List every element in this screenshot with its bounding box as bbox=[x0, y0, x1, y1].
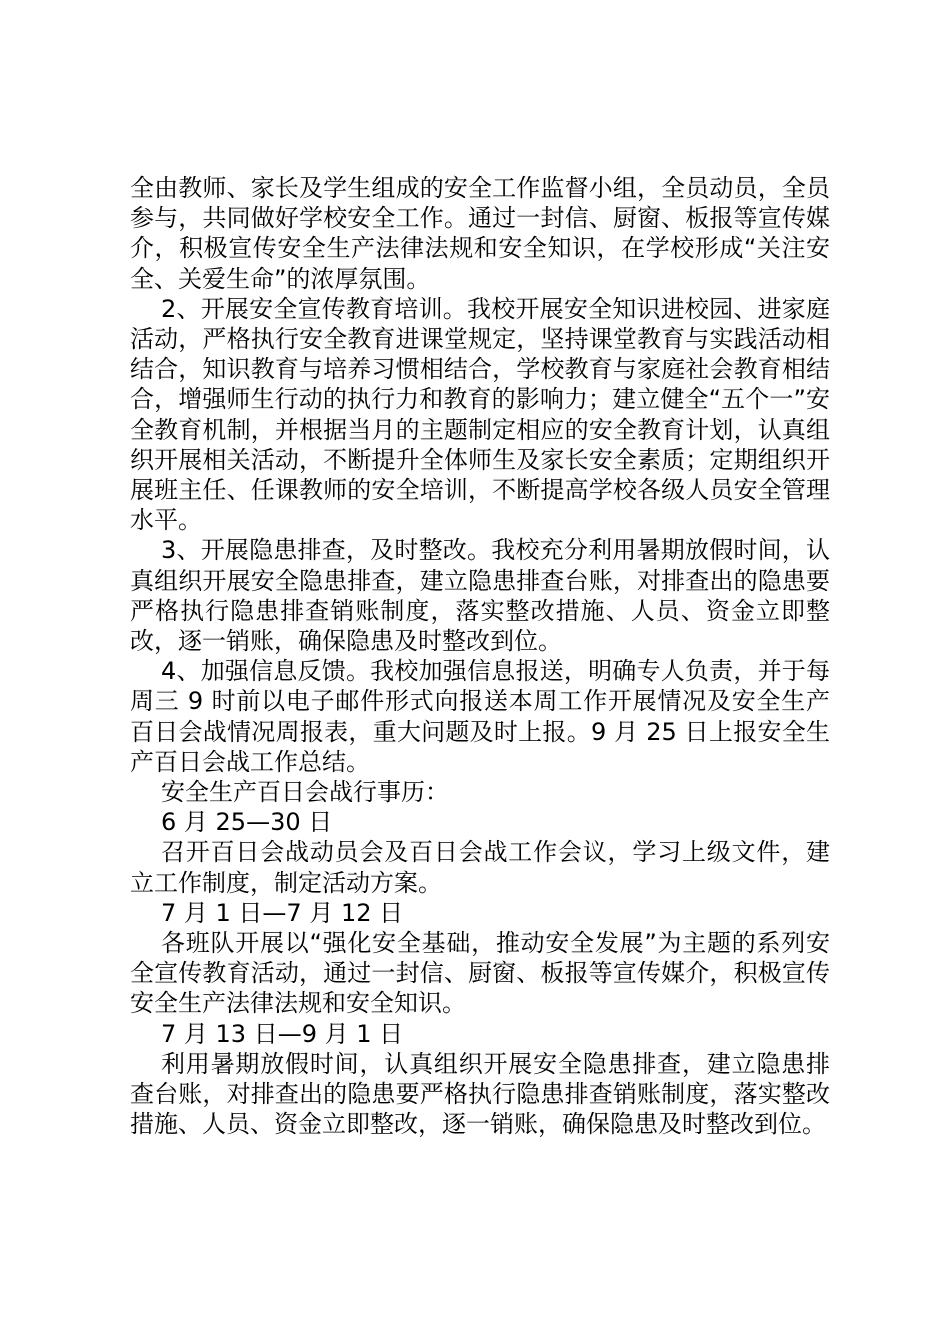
schedule-item-1: 召开百日会战动员会及百日会战工作会议，学习上级文件，建立工作制度，制定活动方案。 bbox=[130, 838, 830, 897]
schedule-date-3: 7 月 13 日—9 月 1 日 bbox=[161, 1019, 404, 1048]
paragraph-hazard-inspection: 3、开展隐患排查，及时整改。我校充分利用暑期放假时间，认真组织开展安全隐患排查，建立隐患排查台账，对排查出的隐患要严格执行隐患排查销账制度，落实整改措施、人员、资金立即整改，逐一销账，确保隐患及时整改到位。 bbox=[130, 536, 830, 656]
document-body bbox=[130, 173, 830, 1140]
schedule-item-3: 利用暑期放假时间，认真组织开展安全隐患排查，建立隐患排查台账，对排查出的隐患要严格执行隐患排查销账制度，落实整改措施、人员、资金立即整改，逐一销账，确保隐患及时整改到位。 bbox=[130, 1049, 830, 1139]
paragraph-information-feedback: 4、加强信息反馈。我校加强信息报送，明确专人负责，并于每周三 9 时前以电子邮件形式向报送本周工作开展情况及安全生产百日会战情况周报表，重大问题及时上报。9 月 25 日上报安全生产百日会战工作总结。 bbox=[130, 657, 830, 776]
paragraph-safety-supervision: 全由教师、家长及学生组成的安全工作监督小组，全员动员，全员参与，共同做好学校安全工作。通过一封信、厨窗、板报等宣传媒介，积极宣传安全生产法律法规和安全知识，在学校形成“关注安全、关爱生命”的浓厚氛围。 bbox=[130, 174, 830, 293]
schedule-item-2: 各班队开展以“强化安全基础，推动安全发展”为主题的系列安全宣传教育活动，通过一封信、厨窗、板报等宣传媒介，积极宣传安全生产法律法规和安全知识。 bbox=[130, 929, 830, 1018]
schedule-date-2: 7 月 1 日—7 月 12 日 bbox=[161, 898, 404, 927]
schedule-date-1: 6 月 25—30 日 bbox=[161, 808, 333, 837]
schedule-heading: 安全生产百日会战行事历： bbox=[161, 778, 449, 807]
paragraph-education-training: 2、开展安全宣传教育培训。我校开展安全知识进校园、进家庭活动，严格执行安全教育进课堂规定，坚持课堂教育与实践活动相结合，知识教育与培养习惯相结合，学校教育与家庭社会教育相结合，增强师生行动的执行力和教育的影响力；建立健全“五个一”安全教育机制，并根据当月的主题制定相应的安全教育计划，认真组织开展相关活动，不断提升全体师生及家长安全素质；定期组织开展班主任、任课教师的安全培训，不断提高学校各级人员安全管理水平。 bbox=[130, 294, 830, 535]
